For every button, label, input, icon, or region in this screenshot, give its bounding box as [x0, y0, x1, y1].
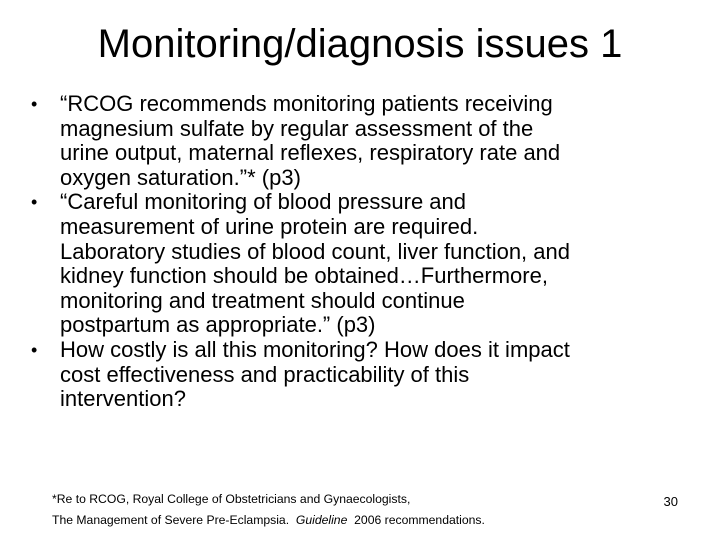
footnote-guideline-text: Guideline — [295, 513, 348, 527]
bullet-text-line: “RCOG recommends monitoring patients receiving — [60, 91, 553, 116]
bullet-text-line: urine output, maternal reflexes, respiratory rate and — [60, 140, 561, 166]
bullet-item — [30, 190, 675, 338]
bullet-text-line: oxygen saturation.”* (p3) — [60, 164, 301, 190]
footnote-year-text: 2006 recommendations. — [347, 513, 485, 527]
bullet-item — [30, 92, 675, 190]
bullet-text-line: measurement of urine protein are required. — [60, 213, 479, 239]
bullet-item — [30, 338, 675, 412]
bullet-text-line: monitoring and treatment should continue — [60, 287, 465, 313]
bullet-list — [30, 92, 675, 412]
bullet-text-line: magnesium sulfate by regular assessment of the — [60, 115, 534, 141]
bullet-icon: • — [31, 339, 38, 360]
bullet-text-line: intervention? — [60, 386, 186, 412]
bullet-icon: • — [31, 94, 38, 114]
footnote-line-1: *Re to RCOG, Royal College of Obstetricians and Gynaecologists, — [52, 492, 411, 506]
bullet-text-line: kidney function should be obtained…Furthermore, — [60, 263, 548, 289]
bullet-text-line: Laboratory studies of blood count, liver function, and — [60, 238, 570, 264]
bullet-text-line: cost effectiveness and practicability of this — [60, 361, 470, 387]
bullet-text-line: How costly is all this monitoring? How does it impact — [60, 336, 570, 362]
bullet-text-line: “Careful monitoring of blood pressure and — [60, 189, 467, 215]
footnote — [52, 489, 485, 531]
bullet-text-line: postpartum as appropriate.” (p3) — [60, 312, 376, 338]
footnote-line-2 — [52, 510, 485, 531]
page-number: 30 — [663, 494, 678, 509]
footnote-title-text: The Management of Severe Pre-Eclampsia. — [52, 513, 296, 527]
slide-title: Monitoring/diagnosis issues 1 — [97, 22, 623, 66]
bullet-icon: • — [31, 192, 38, 213]
